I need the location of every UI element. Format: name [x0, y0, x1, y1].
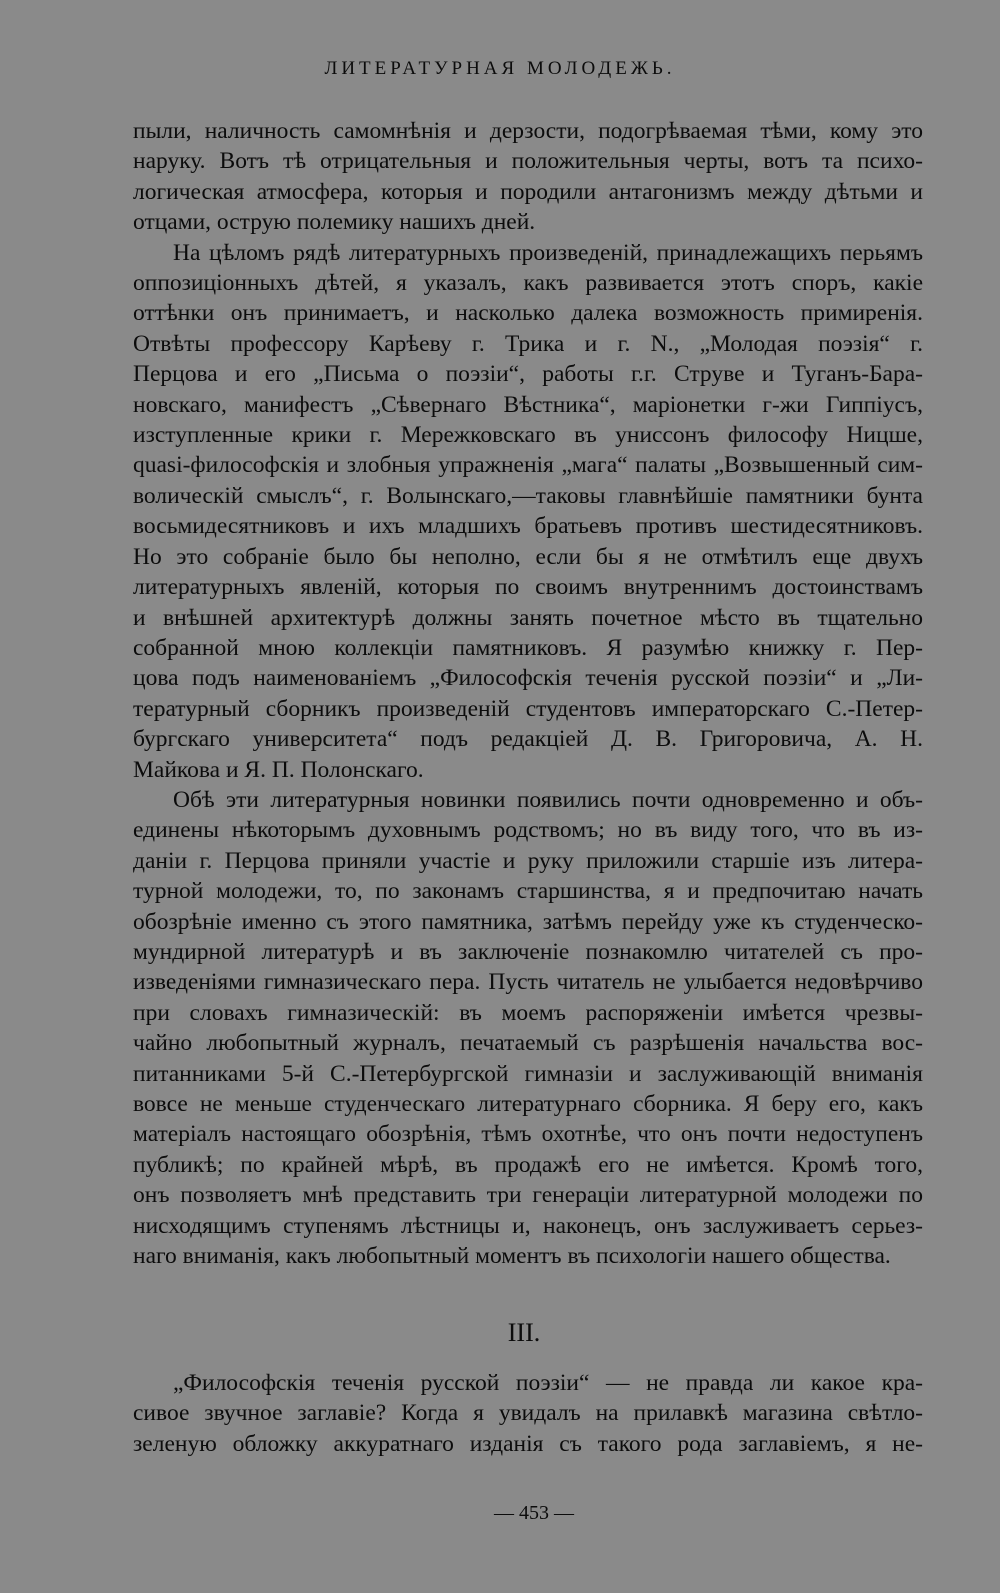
text-line: собранной мною коллекціи памятниковъ. Я разумѣю книжку г. Пер-: [133, 634, 923, 661]
text-line: тературный сборникъ произведеній студентовъ императорскаго С.-Петер-: [133, 695, 923, 722]
text-line: публикѣ; по крайней мѣрѣ, въ продажѣ его не имѣется. Кромѣ того,: [133, 1151, 923, 1178]
text-line: волическій смыслъ“, г. Волынскаго,—таковы главнѣйшіе памятники бунта: [133, 482, 923, 509]
text-line: литературныхъ явленій, которыя по своимъ внутреннимъ достоинствамъ: [133, 574, 923, 601]
text-line: отцами, острую полемику нашихъ дней.: [133, 209, 536, 236]
paragraph: [133, 116, 923, 238]
text-line: оппозиціонныхъ дѣтей, я указалъ, какъ развивается этотъ споръ, какіе: [133, 270, 923, 297]
page-number: — 453 —: [494, 1502, 574, 1524]
text-line: изведеніями гимназическаго пера. Пусть читатель не улыбается недовѣрчиво: [133, 969, 923, 996]
text-line: матеріалъ настоящаго обозрѣнія, тѣмъ охотнѣе, что онъ почти недоступенъ: [133, 1121, 923, 1148]
text-line: оттѣнки онъ принимаетъ, и насколько далека возможность примиренія.: [133, 300, 923, 327]
text-line: Отвѣты профессору Карѣеву г. Трика и г. N., „Молодая поэзія“ г.: [133, 330, 923, 357]
text-line: сивое звучное заглавіе? Когда я увидалъ на прилавкѣ магазина свѣтло-: [133, 1400, 923, 1427]
text-line: новскаго, манифестъ „Сѣвернаго Вѣстника“, маріонетки г-жи Гиппіусъ,: [133, 391, 923, 418]
text-line: при словахъ гимназическій: въ моемъ распоряженіи имѣется чрезвы-: [133, 999, 923, 1026]
text-line: онъ позволяетъ мнѣ представить три генераціи литературной молодежи по: [133, 1182, 923, 1209]
text-line: мундирной литературѣ и въ заключеніе познакомлю читателей съ про-: [133, 938, 923, 965]
text-line: нисходящимъ ступенямъ лѣстницы и, наконецъ, онъ заслуживаетъ серьез-: [133, 1212, 923, 1239]
text-line: чайно любопытный журналъ, печатаемый съ разрѣшенія начальства вос-: [133, 1030, 923, 1057]
section-text: [133, 1368, 923, 1459]
paragraph: [133, 785, 923, 1272]
text-line: „Философскія теченія русской поэзіи“ — не правда ли какое кра-: [173, 1370, 923, 1396]
text-line: наруку. Вотъ тѣ отрицательныя и положительныя черты, вотъ та психо-: [133, 148, 923, 175]
section-heading: III.: [507, 1318, 541, 1347]
text-line: пыли, наличность самомнѣнія и дерзости, подогрѣваемая тѣми, кому это: [133, 118, 923, 144]
text-line: Перцова и его „Письма о поэзіи“, работы г.г. Струве и Туганъ-Бара-: [133, 361, 923, 388]
paragraph: [133, 238, 923, 785]
text-line: питанниками 5-й С.-Петербургской гимназіи и заслуживающій вниманія: [133, 1060, 923, 1087]
text-line: наго вниманія, какъ любопытный моментъ въ психологіи нашего общества.: [133, 1243, 891, 1270]
text-line: цова подъ наименованіемъ „Философскія теченія русской поэзіи“ и „Ли-: [133, 665, 923, 692]
body-text: [133, 116, 923, 1271]
running-head: ЛИТЕРАТУРНАЯ МОЛОДЕЖЬ.: [324, 58, 676, 79]
text-line: даніи г. Перцова приняли участіе и руку приложили старшіе изъ литера-: [133, 847, 923, 874]
text-line: турной молодежи, то, по законамъ старшинства, я и предпочитаю начать: [133, 878, 923, 905]
text-line: Майкова и Я. П. Полонскаго.: [133, 756, 424, 783]
text-line: зеленую обложку аккуратнаго изданія съ такого рода заглавіемъ, я не-: [133, 1430, 923, 1457]
text-line: На цѣломъ рядѣ литературныхъ произведеній, принадлежащихъ перьямъ: [173, 239, 923, 266]
text-line: единены нѣкоторымъ духовнымъ родствомъ; но въ виду того, что въ из-: [133, 817, 923, 844]
text-line: quasi-философскія и злобныя упражненія „мага“ палаты „Возвышенный сим-: [133, 452, 923, 479]
text-line: вовсе не меньше студенческаго литературнаго сборника. Я беру его, какъ: [133, 1091, 923, 1117]
text-line: восьмидесятниковъ и ихъ младшихъ братьевъ противъ шестидесятниковъ.: [133, 513, 923, 540]
text-line: бургскаго университета“ подъ редакціей Д. В. Григоровича, А. Н.: [133, 726, 923, 753]
text-line: логическая атмосфера, которыя и породили антагонизмъ между дѣтьми и: [133, 178, 923, 205]
text-line: обозрѣніе именно съ этого памятника, затѣмъ перейду уже къ студенческо-: [133, 908, 923, 935]
text-line: изступленные крики г. Мережковскаго въ униссонъ философу Ницше,: [133, 422, 923, 449]
text-line: Обѣ эти литературныя новинки появились почти одновременно и объ-: [173, 786, 923, 813]
text-line: и внѣшней архитектурѣ должны занять почетное мѣсто въ тщательно: [133, 604, 923, 631]
text-line: Но это собраніе было бы неполно, если бы я не отмѣтилъ еще двухъ: [133, 543, 923, 570]
